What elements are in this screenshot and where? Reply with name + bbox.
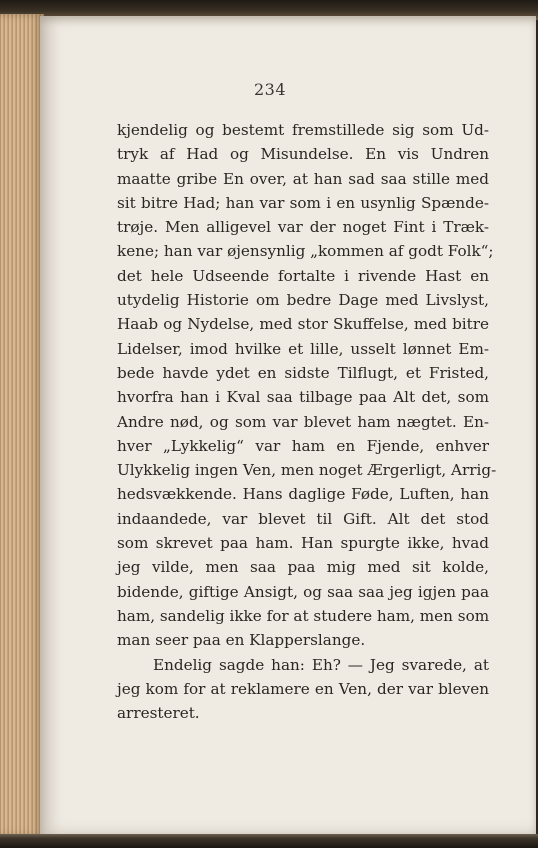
text-line: indaandede, var blevet til Gift. Alt det stod <box>117 509 489 528</box>
text-line: sit bitre Had; han var som i en usynlig Spænde- <box>117 193 489 212</box>
text-line: maatte gribe En over, at han sad saa stille med <box>117 169 489 188</box>
text-line: det hele Udseende fortalte i rivende Hast en <box>117 266 489 285</box>
text-line: hver „Lykkelig“ var ham en Fjende, enhver <box>117 436 489 455</box>
text-line: kjendelig og bestemt fremstillede sig som Ud- <box>117 121 489 139</box>
text-line: utydelig Historie om bedre Dage med Livslyst, <box>117 291 489 310</box>
body-text <box>117 118 497 725</box>
bottom-edge-shadow <box>0 834 538 848</box>
text-line: Haab og Nydelse, med stor Skuffelse, med bitre <box>117 315 489 334</box>
paragraph-end-line: man seer paa en Klapperslange. <box>117 631 366 650</box>
text-line: Andre nød, og som var blevet ham nægtet. En- <box>117 412 489 431</box>
text-line: jeg vilde, men saa paa mig med sit kolde, <box>117 558 489 577</box>
text-line: tryk af Had og Misundelse. En vis Undren <box>117 145 489 164</box>
text-line: bede havde ydet en sidste Tilflugt, et Fristed, <box>117 363 489 382</box>
page-number: 234 <box>253 80 287 99</box>
text-line: jeg kom for at reklamere en Ven, der var bleven <box>117 679 489 698</box>
paragraph-end-line: arresteret. <box>117 704 200 723</box>
text-line: trøje. Men alligevel var der noget Fint i Træk- <box>117 218 489 237</box>
text-line: Ulykkelig ingen Ven, men noget Ærgerligt, Arrig- <box>117 461 497 480</box>
text-line: ham, sandelig ikke for at studere ham, men som <box>117 606 490 625</box>
text-line: bidende, giftige Ansigt, og saa saa jeg igjen paa <box>117 582 489 601</box>
stacked-page-edges <box>0 14 44 836</box>
text-line: hedsvækkende. Hans daglige Føde, Luften, han <box>117 485 489 504</box>
text-line: Lidelser, imod hvilke et lille, usselt lønnet Em- <box>117 339 489 358</box>
text-line: kene; han var øjensynlig „kommen af godt Folk“; <box>117 242 494 261</box>
text-line: hvorfra han i Kval saa tilbage paa Alt det, som <box>117 388 489 407</box>
text-line: som skrevet paa ham. Han spurgte ikke, hvad <box>117 534 489 553</box>
paragraph-start-line: Endelig sagde han: Eh? — Jeg svarede, at <box>153 655 489 674</box>
